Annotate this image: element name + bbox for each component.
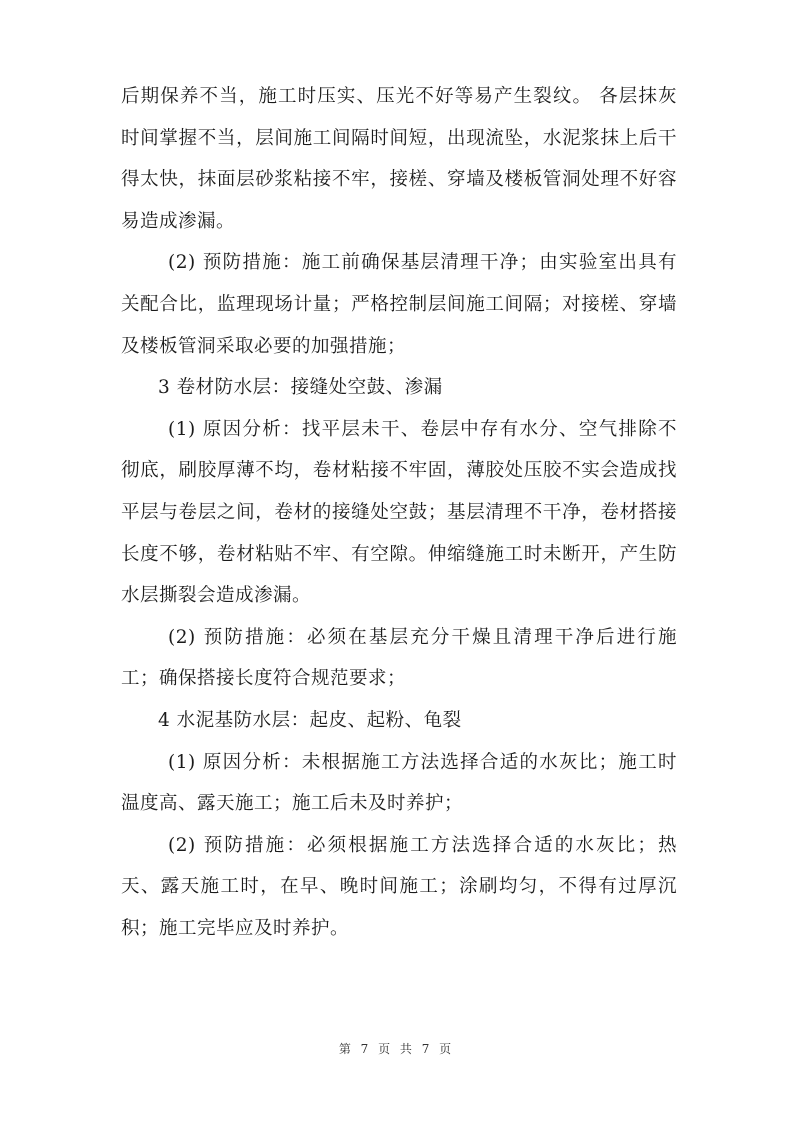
paragraph-plaster-cause-continued: 后期保养不当，施工时压实、压光不好等易产生裂纹。 各层抹灰时间掌握不当，层间施工间隔时间短，出现流坠，水泥浆抹上后干得太快，抹面层砂浆粘接不牢，接槎、穿墙及楼板管洞处理不好容易造成渗漏。 (121, 86, 677, 232)
page-number: 第 7 页 共 7 页 (338, 1042, 455, 1056)
heading-cement-waterproofing: 4 水泥基防水层：起皮、起粉、龟裂 (158, 709, 462, 731)
paragraph-cement-cause: (1) 原因分析：未根据施工方法选择合适的水灰比；施工时温度高、露天施工；施工后未及时养护； (121, 751, 677, 815)
document-body (121, 76, 677, 949)
paragraph-membrane-cause: (1) 原因分析：找平层未干、卷层中存有水分、空气排除不彻底，刷胶厚薄不均，卷材粘接不牢固，薄胶处压胶不实会造成找平层与卷层之间，卷材的接缝处空鼓；基层清理不干净，卷材搭接长度不够，卷材粘贴不牢、有空隙。伸缩缝施工时未断开，产生防水层撕裂会造成渗漏。 (121, 418, 677, 607)
paragraph-plaster-prevention: (2) 预防措施：施工前确保基层清理干净；由实验室出具有关配合比，监理现场计量；严格控制层间施工间隔；对接槎、穿墙及楼板管洞采取必要的加强措施； (121, 252, 677, 357)
paragraph-membrane-prevention: (2) 预防措施：必须在基层充分干燥且清理干净后进行施工；确保搭接长度符合规范要求； (121, 626, 677, 690)
paragraph-cement-prevention: (2) 预防措施：必须根据施工方法选择合适的水灰比；热天、露天施工时，在早、晚时间施工；涂刷均匀，不得有过厚沉积；施工完毕应及时养护。 (121, 834, 677, 939)
page-footer (0, 1040, 793, 1057)
heading-membrane-waterproofing: 3 卷材防水层：接缝处空鼓、渗漏 (158, 377, 443, 399)
